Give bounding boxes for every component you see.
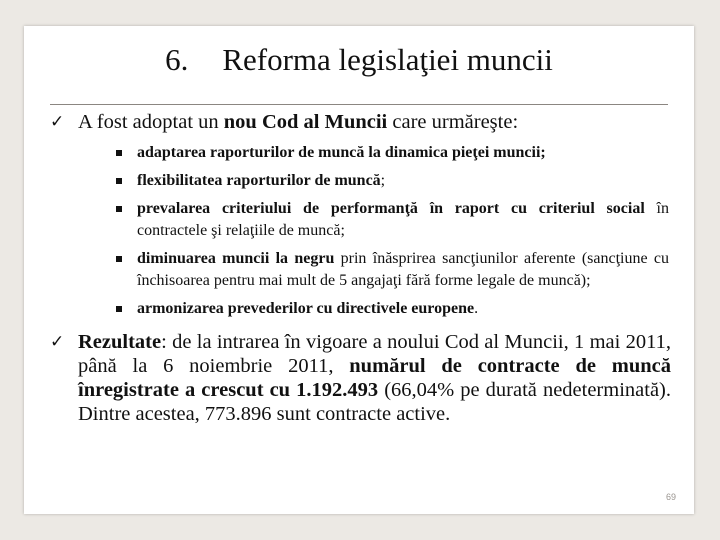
bullet2-label: Rezultate xyxy=(78,331,162,353)
title-divider xyxy=(50,104,668,105)
sub-item-bold: armonizarea prevederilor cu directivele europene xyxy=(137,300,475,317)
bullet2-text-b: : de la intrarea în vigoare a noului Cod al Muncii, 1 mai 2011, până la 6 noiembrie 2011, xyxy=(78,331,671,377)
sub-item xyxy=(78,142,671,164)
sub-item-rest: în contractele şi relaţiile de muncă; xyxy=(137,200,670,239)
square-bullet-icon xyxy=(116,206,122,212)
bullet-results xyxy=(46,330,671,426)
square-bullet-icon xyxy=(116,306,122,312)
slide-body xyxy=(46,110,671,426)
square-bullet-icon xyxy=(116,150,122,156)
sub-list xyxy=(78,142,671,320)
square-bullet-icon xyxy=(116,256,122,262)
bullet2-text-d: (66,04% pe durată nedeterminată). Dintre acestea, 773.896 sunt contracte active. xyxy=(78,379,671,425)
sub-item xyxy=(78,248,671,292)
checkmark-icon: ✓ xyxy=(50,112,65,132)
page-number: 69 xyxy=(665,492,676,502)
bullet1-text-b: nou Cod al Muncii xyxy=(223,111,388,133)
bullet2-text-c: numărul de contracte de muncă înregistrate a crescut cu 1.192.493 xyxy=(78,355,671,401)
bullet1-text-c: care urmăreşte: xyxy=(387,111,519,133)
slide xyxy=(24,26,694,514)
sub-item xyxy=(78,198,671,242)
square-bullet-icon xyxy=(116,178,122,184)
title-number: 6. xyxy=(165,42,189,77)
slide-title xyxy=(24,40,694,80)
bullet1-text-a: A fost adoptat un xyxy=(78,111,224,133)
checkmark-icon: ✓ xyxy=(50,332,65,352)
sub-item-rest: prin înăsprirea sancţiunilor aferente (sancţiune cu închisoarea pentru mai mult de 5 angajaţi fără forme legale de muncă); xyxy=(137,250,669,289)
sub-item-rest: . xyxy=(474,300,479,317)
sub-item-rest: ; xyxy=(380,172,386,189)
sub-item-bold: prevalarea criteriului de performanţă în raport cu criteriul social xyxy=(137,200,645,217)
sub-item xyxy=(78,170,671,192)
sub-item xyxy=(78,298,671,320)
sub-item-bold: adaptarea raporturilor de muncă la dinamica pieţei muncii; xyxy=(137,144,546,161)
sub-item-bold: diminuarea muncii la negru xyxy=(137,250,335,267)
sub-item-bold: flexibilitatea raporturilor de muncă xyxy=(137,172,381,189)
bullet-labor-code xyxy=(46,110,671,320)
title-text: Reforma legislaţiei muncii xyxy=(222,42,553,77)
